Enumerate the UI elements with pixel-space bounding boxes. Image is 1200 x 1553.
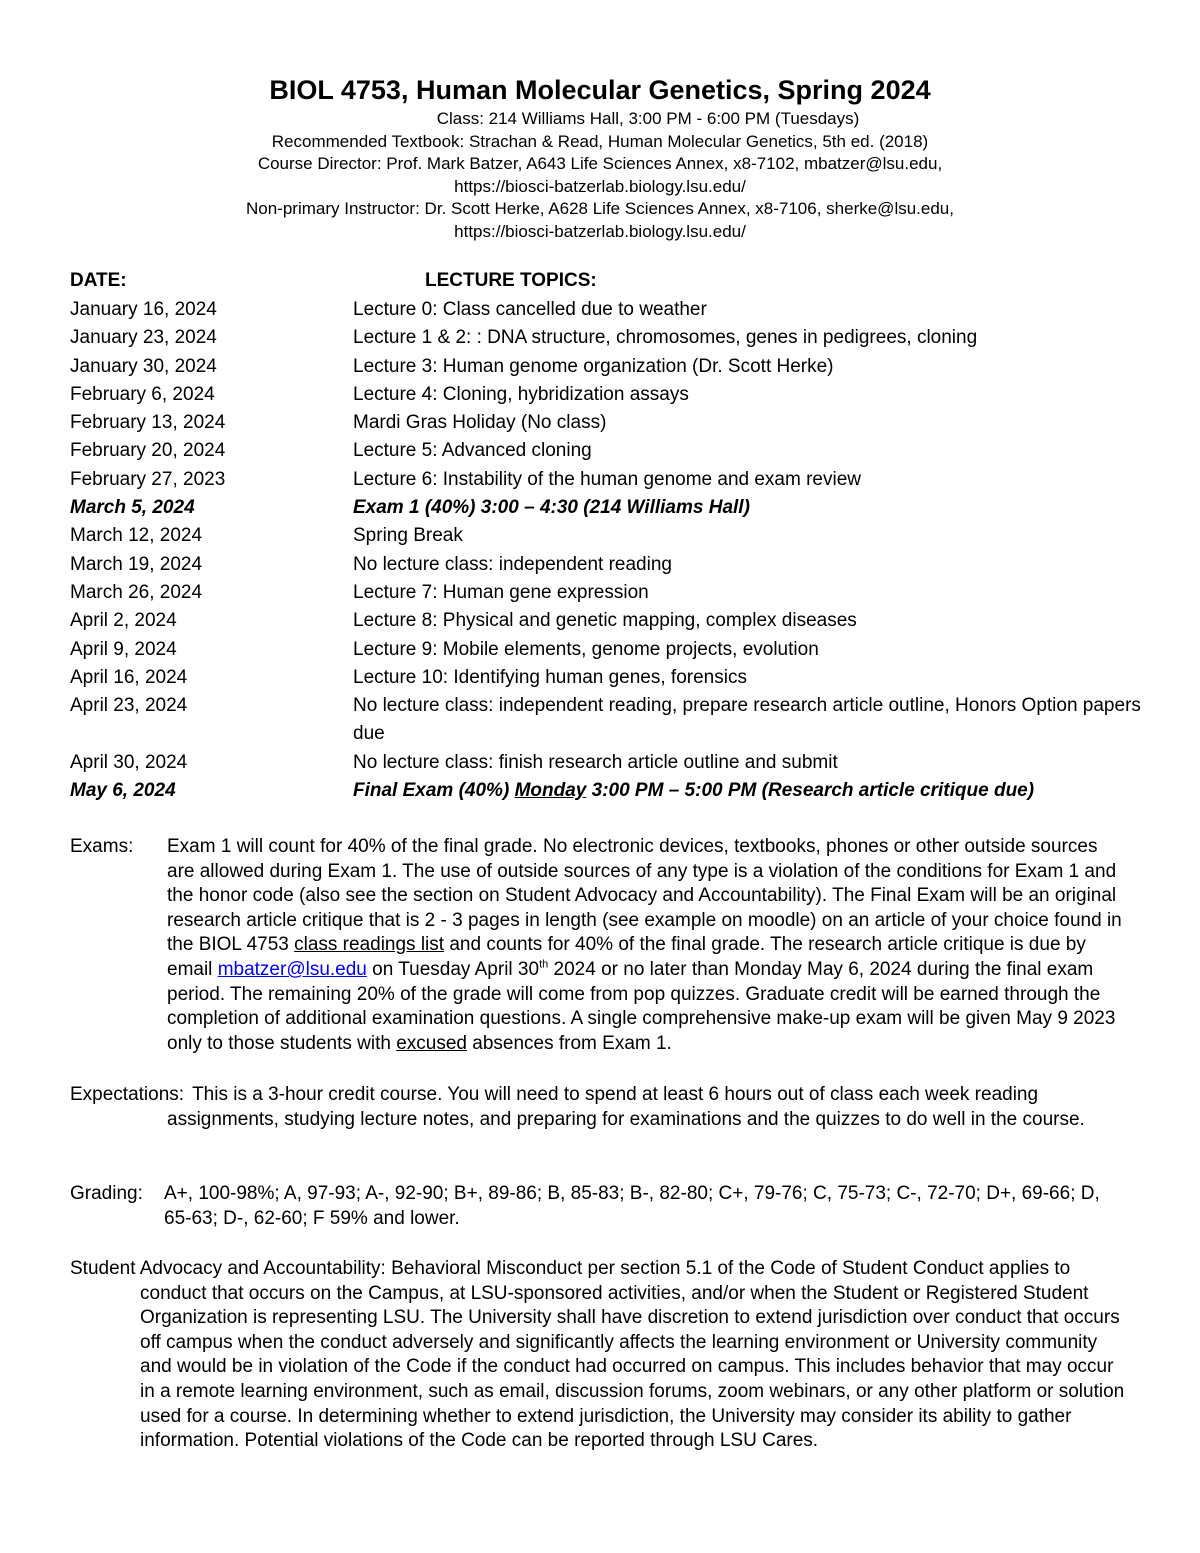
schedule-row [70, 551, 1150, 579]
exams-text-part: and counts for 40% of the final grade. The research article critique is due by email [167, 934, 1086, 980]
final-topic-pre: Final Exam (40%) [353, 780, 515, 802]
schedule-row-final [70, 777, 1150, 805]
final-topic-day: Monday [514, 780, 587, 802]
exams-text-part: absences from Exam 1. [466, 1032, 672, 1054]
exams-text-part: 2024 or no later than Monday May 6, 2024 during the final exam period. The remaining 20% of the grade will come from pop quizzes. Graduate credit will be earned through the completion of additional examination questions. A single comprehensive make-up exam will be given May 9 2023 only to those students with [167, 958, 1116, 1054]
date-column-header: DATE: [70, 270, 127, 291]
final-topic-post: 3:00 PM – 5:00 PM (Research article critique due) [586, 780, 1035, 802]
schedule-row [70, 409, 1150, 437]
advocacy-label: Student Advocacy and Accountability: [70, 1258, 386, 1279]
row-topic: Lecture 1 & 2: : DNA structure, chromosomes, genes in pedigrees, cloning [353, 327, 978, 349]
row-date: March 19, 2024 [70, 553, 203, 575]
grading-section [70, 1182, 1150, 1232]
schedule-row [70, 296, 1150, 324]
class-readings-link[interactable]: class readings list [294, 934, 445, 956]
row-topic: Lecture 8: Physical and genetic mapping, complex diseases [353, 610, 857, 632]
schedule-row [70, 437, 1150, 465]
row-topic: Lecture 9: Mobile elements, genome projects, evolution [353, 638, 819, 660]
row-date: May 6, 2024 [70, 780, 176, 802]
row-topic: No lecture class: independent reading, prepare research article outline, Honors Option papers due [353, 695, 1141, 745]
instructor-url: https://biosci-batzerlab.biology.lsu.edu/ [454, 221, 746, 241]
exams-label: Exams: [70, 836, 134, 857]
schedule-row [70, 636, 1150, 664]
row-topic: Lecture 5: Advanced cloning [353, 440, 592, 462]
topic-column-header: LECTURE TOPICS: [425, 270, 597, 291]
row-topic: Spring Break [353, 525, 463, 547]
expectations-text [167, 1083, 1122, 1132]
row-date: January 30, 2024 [70, 355, 217, 377]
row-topic: Exam 1 (40%) 3:00 – 4:30 (214 Williams Hall) [353, 497, 750, 519]
director-line: Course Director: Prof. Mark Batzer, A643 Life Sciences Annex, x8-7102, mbatzer@lsu.edu, [257, 154, 943, 174]
schedule-row [70, 353, 1150, 381]
superscript-th: th [539, 958, 549, 971]
row-date: March 26, 2024 [70, 581, 203, 603]
row-date: April 9, 2024 [70, 638, 177, 660]
row-date: January 16, 2024 [70, 299, 217, 320]
row-topic: Lecture 7: Human gene expression [353, 581, 649, 603]
email-link[interactable]: mbatzer@lsu.edu [217, 958, 367, 980]
schedule-row [70, 607, 1150, 635]
row-date: February 6, 2024 [70, 383, 215, 405]
row-date: March 12, 2024 [70, 525, 203, 547]
row-date: February 13, 2024 [70, 412, 226, 434]
row-topic: Lecture 3: Human genome organization (Dr. Scott Herke) [353, 355, 834, 377]
schedule-row [70, 749, 1150, 777]
advocacy-section [70, 1257, 1150, 1487]
expectations-section [70, 1083, 1150, 1158]
grading-text: A+, 100-98%; A, 97-93; A-, 92-90; B+, 89-86; B, 85-83; B-, 82-80; C+, 79-76; C, 75-73; C-, 72-70; D+, 69-66; D, 65-63; D-, 62-60; F 59% and lower. [164, 1183, 1100, 1229]
schedule-row [70, 381, 1150, 409]
row-date: April 30, 2024 [70, 751, 188, 773]
schedule-row [70, 579, 1150, 607]
lecture-schedule [70, 268, 1150, 805]
row-date: April 2, 2024 [70, 610, 177, 632]
row-topic: Lecture 0: Class cancelled due to weather [353, 299, 707, 320]
schedule-row [70, 522, 1150, 550]
schedule-header [70, 268, 1150, 296]
exams-section [70, 835, 1150, 1085]
schedule-row [70, 324, 1150, 352]
advocacy-body: Behavioral Misconduct per section 5.1 of the Code of Student Conduct applies to conduct that occurs on the Campus, at LSU-sponsored activities, and/or when the Student or Registered Student Organization is representing LSU. The University shall have discretion to extend jurisdiction over conduct that occurs off campus when the conduct adversely and significantly affects the learning environment or University community and would be in violation of the Code if the conduct had occurred on campus. This includes behavior that may occur in a remote learning environment, such as email, discussion forums, zoom webinars, or any other platform or solution used for a course. In determining whether to extend jurisdiction, the University may consider its ability to gather information. Potential violations of the Code can be reported through LSU Cares. [140, 1258, 1125, 1452]
instructor-line: Non-primary Instructor: Dr. Scott Herke, A628 Life Sciences Annex, x8-7106, sherke@lsu.edu, [246, 199, 954, 219]
schedule-row-exam [70, 494, 1150, 522]
schedule-row [70, 664, 1150, 692]
schedule-row [70, 466, 1150, 494]
row-date: February 27, 2023 [70, 468, 226, 490]
director-url: https://biosci-batzerlab.biology.lsu.edu/ [454, 176, 746, 196]
row-date: March 5, 2024 [70, 497, 195, 519]
exams-text-part: on Tuesday April 30 [366, 958, 540, 980]
course-title: BIOL 4753, Human Molecular Genetics, Spring 2024 [269, 75, 931, 105]
course-info [0, 108, 1200, 244]
row-topic: Mardi Gras Holiday (No class) [353, 412, 607, 434]
expectations-label: Expectations: [70, 1084, 185, 1105]
row-topic: Lecture 6: Instability of the human genome and exam review [353, 468, 862, 490]
row-topic [353, 777, 1150, 805]
advocacy-text [70, 1257, 1130, 1454]
row-topic: Lecture 4: Cloning, hybridization assays [353, 383, 689, 405]
row-topic: Lecture 10: Identifying human genes, forensics [353, 666, 747, 688]
excused-word: excused [396, 1032, 467, 1054]
grading-label: Grading: [70, 1183, 143, 1204]
row-date: April 16, 2024 [70, 666, 188, 688]
row-date: January 23, 2024 [70, 327, 217, 349]
exams-text [167, 835, 1122, 1056]
textbook-line: Recommended Textbook: Strachan & Read, Human Molecular Genetics, 5th ed. (2018) [271, 131, 929, 151]
expectations-text-body: This is a 3-hour credit course. You will need to spend at least 6 hours out of class each week reading assignments, studying lecture notes, and preparing for examinations and the quizzes to do well in the course. [167, 1084, 1085, 1130]
row-topic: No lecture class: independent reading [353, 553, 672, 575]
row-topic: No lecture class: finish research article outline and submit [353, 751, 838, 773]
schedule-row [70, 692, 1150, 749]
class-line: Class: 214 Williams Hall, 3:00 PM - 6:00 PM (Tuesdays) [436, 109, 860, 128]
row-date: April 23, 2024 [70, 695, 188, 717]
exams-text-part: Exam 1 will count for 40% of the final grade. No electronic devices, textbooks, phones or other outside sources are allowed during Exam 1. The use of outside sources of any type is a violation of the conditions for Exam 1 and the honor code (also see the section on Student Advocacy and Accountability). The Final Exam will be an original research article critique that is 2 - 3 pages in length (see example on moodle) on an article of your choice found in the BIOL 4753 [167, 836, 1122, 956]
row-date: February 20, 2024 [70, 440, 226, 462]
